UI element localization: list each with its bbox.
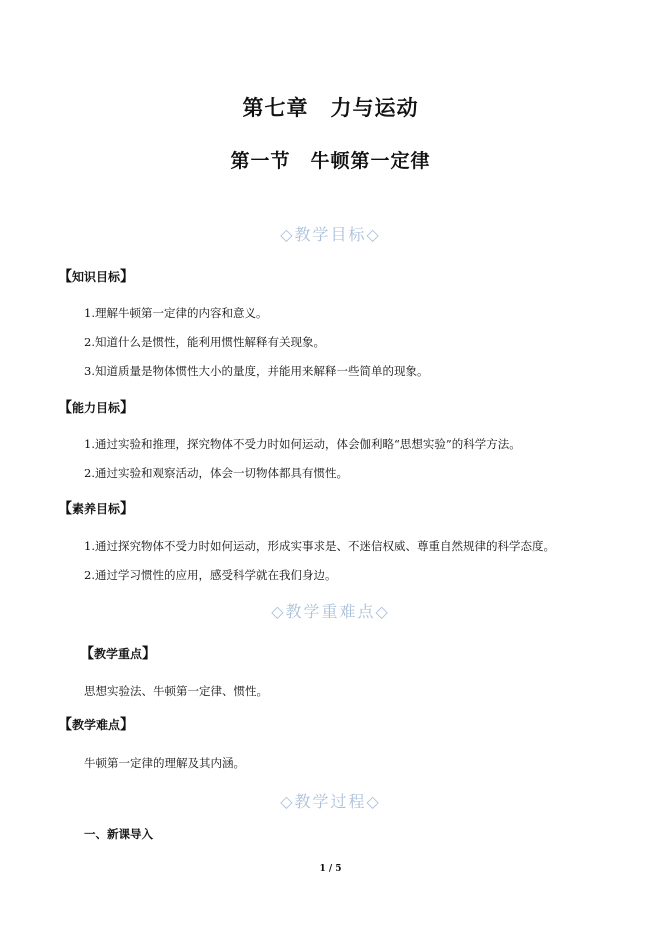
- literacy-item: 2.通过学习惯性的应用，感受科学就在我们身边。: [84, 568, 337, 582]
- objectives-banner: ◇教学目标◇: [280, 225, 381, 244]
- chapter-title: 第七章 力与运动: [242, 95, 419, 120]
- key-point-text: 思想实验法、牛顿第一定律、惯性。: [84, 684, 268, 698]
- process-banner: ◇教学过程◇: [280, 792, 381, 811]
- knowledge-objectives-label: 【知识目标】: [58, 269, 135, 285]
- section-title: 第一节 牛顿第一定律: [230, 150, 431, 172]
- knowledge-item: 1.理解牛顿第一定律的内容和意义。: [84, 306, 268, 320]
- difficulty-text: 牛顿第一定律的理解及其内涵。: [84, 756, 245, 770]
- ability-item: 1.通过实验和推理，探究物体不受力时如何运动，体会伽利略“思想实验”的科学方法。: [84, 437, 521, 451]
- difficulty-label: 【教学难点】: [58, 717, 135, 733]
- knowledge-item: 2.知道什么是惯性，能利用惯性解释有关现象。: [84, 335, 325, 349]
- literacy-item: 1.通过探究物体不受力时如何运动，形成实事求是、不迷信权威、尊重自然规律的科学态度。: [84, 539, 555, 553]
- page-number: 1 / 5: [319, 864, 342, 874]
- ability-item: 2.通过实验和观察活动，体会一切物体都具有惯性。: [84, 466, 348, 480]
- knowledge-item: 3.知道质量是物体惯性大小的量度，并能用来解释一些简单的现象。: [84, 364, 429, 378]
- key-points-banner: ◇教学重难点◇: [271, 602, 390, 621]
- literacy-objectives-label: 【素养目标】: [58, 501, 135, 517]
- ability-objectives-label: 【能力目标】: [58, 400, 135, 416]
- key-point-label: 【教学重点】: [80, 646, 157, 662]
- process-step-heading: 一、新课导入: [84, 827, 153, 841]
